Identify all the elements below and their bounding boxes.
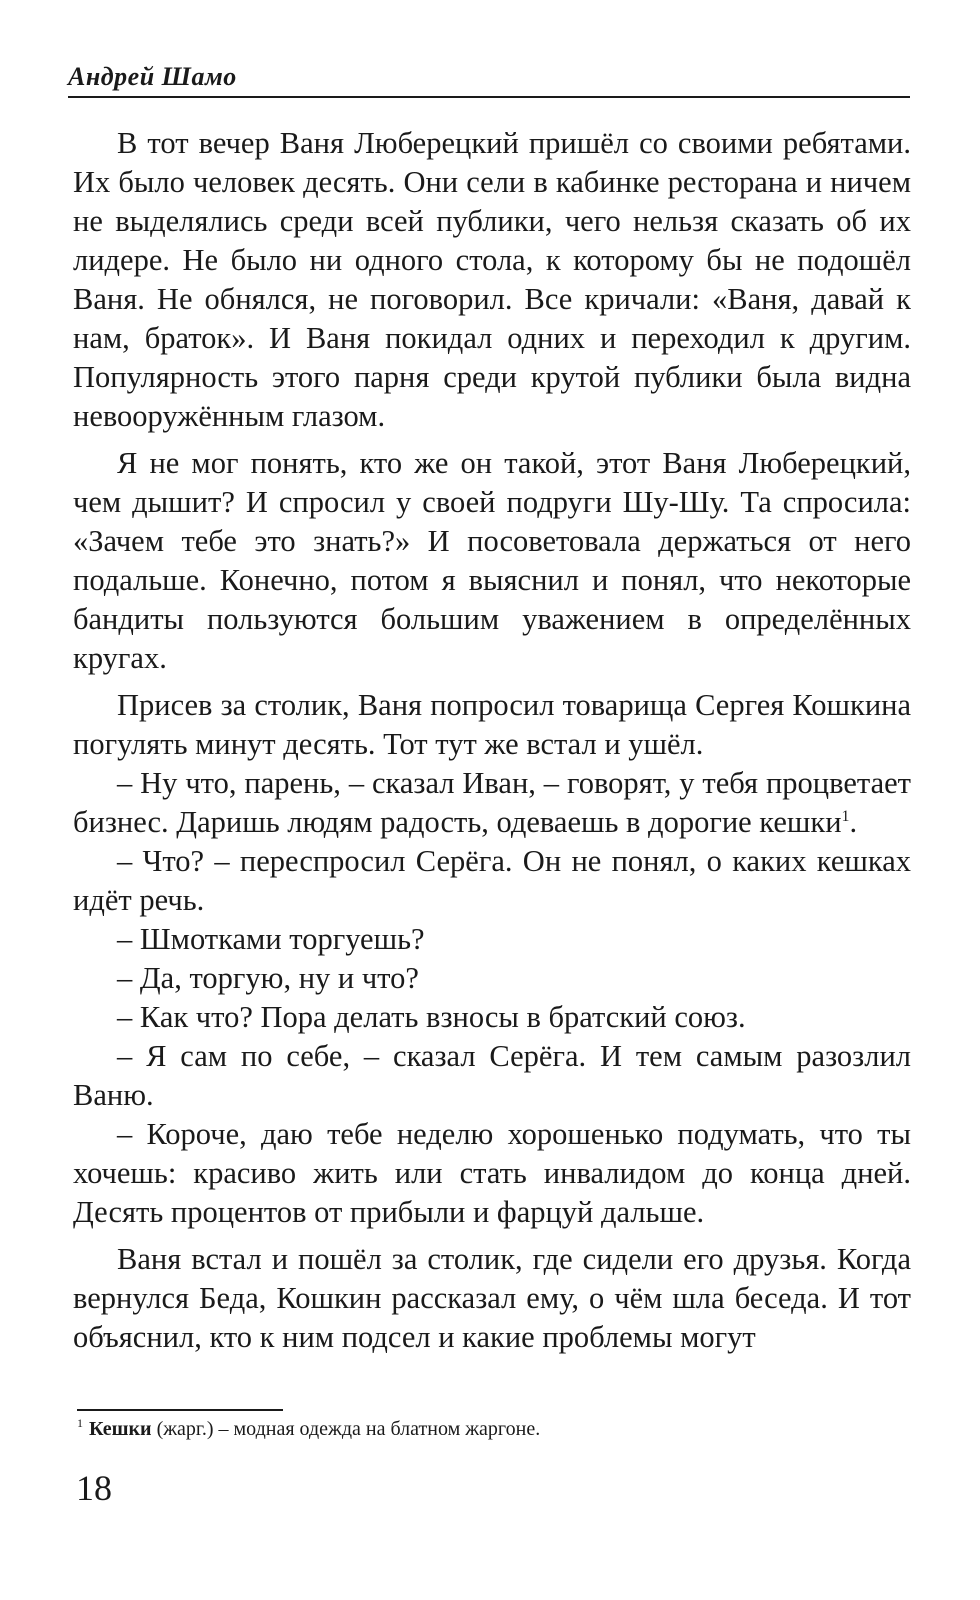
paragraph: – Что? – переспросил Серёга. Он не понял, о каких кешках идёт речь. [73,844,911,917]
paragraph: Присев за столик, Ваня попросил товарища Сергея Кошкина погулять минут десять. Тот тут же встал и ушёл. [73,688,911,761]
paragraph: – Я сам по себе, – сказал Серёга. И тем самым разозлил Ваню. [73,1039,911,1112]
paragraph: – Да, торгую, ну и что? [117,961,419,995]
footnote-reference[interactable]: 1 [841,807,850,825]
paragraph: Ваня встал и пошёл за столик, где сидели его друзья. Когда вернулся Беда, Кошкин рассказал ему, о чём шла беседа. И тот объяснил, кто к ним подсел и какие проблемы могут [73,1242,911,1354]
running-header [68,56,910,98]
paragraph: – Как что? Пора делать взносы в братский союз. [117,1000,746,1034]
footnote-reference-trailer: . [849,805,858,839]
paragraph: Я не мог понять, кто же он такой, этот Ваня Люберецкий, чем дышит? И спросил у своей подруги Шу-Шу. Та спросила: «Зачем тебе это знать?» И посоветовала держаться от него подальше. Конечно, потом я выяснил и понял, что некоторые бандиты пользуются большим уважением в определённых кругах. [73,446,911,675]
paragraph: – Шмотками торгуешь? [117,922,425,956]
footnote-number: 1 [77,1416,83,1431]
footnote-term: Кешки [89,1418,152,1440]
footnote-separator [77,1409,283,1411]
paragraph: – Короче, даю тебе неделю хорошенько подумать, что ты хочешь: красиво жить или стать инвалидом до конца дней. Десять процентов от прибыли и фарцуй дальше. [73,1117,911,1229]
page-number: 18 [76,1468,112,1508]
paragraph-text: – Ну что, парень, – сказал Иван, – говорят, у тебя процветает бизнес. Даришь людям радость, одеваешь в дорогие кешки [73,766,911,839]
running-title: Андрей Шамо [68,62,237,91]
paragraph-with-footnote [73,764,911,842]
footnote-text: (жарг.) – модная одежда на блатном жаргоне. [151,1418,541,1440]
footnote [77,1416,917,1442]
paragraph: В тот вечер Ваня Люберецкий пришёл со своими ребятами. Их было человек десять. Они сели в кабинке ресторана и ничем не выделялись среди всей публики, чего нельзя сказать об их лидере. Не было ни одного стола, к которому бы не подошёл Ваня. Не обнялся, не поговорил. Все кричали: «Ваня, давай к нам, браток». И Ваня покидал одних и переходил к другим. Популярность этого парня среди крутой публики была видна невооружённым глазом. [73,126,911,433]
body-text [73,124,911,1357]
